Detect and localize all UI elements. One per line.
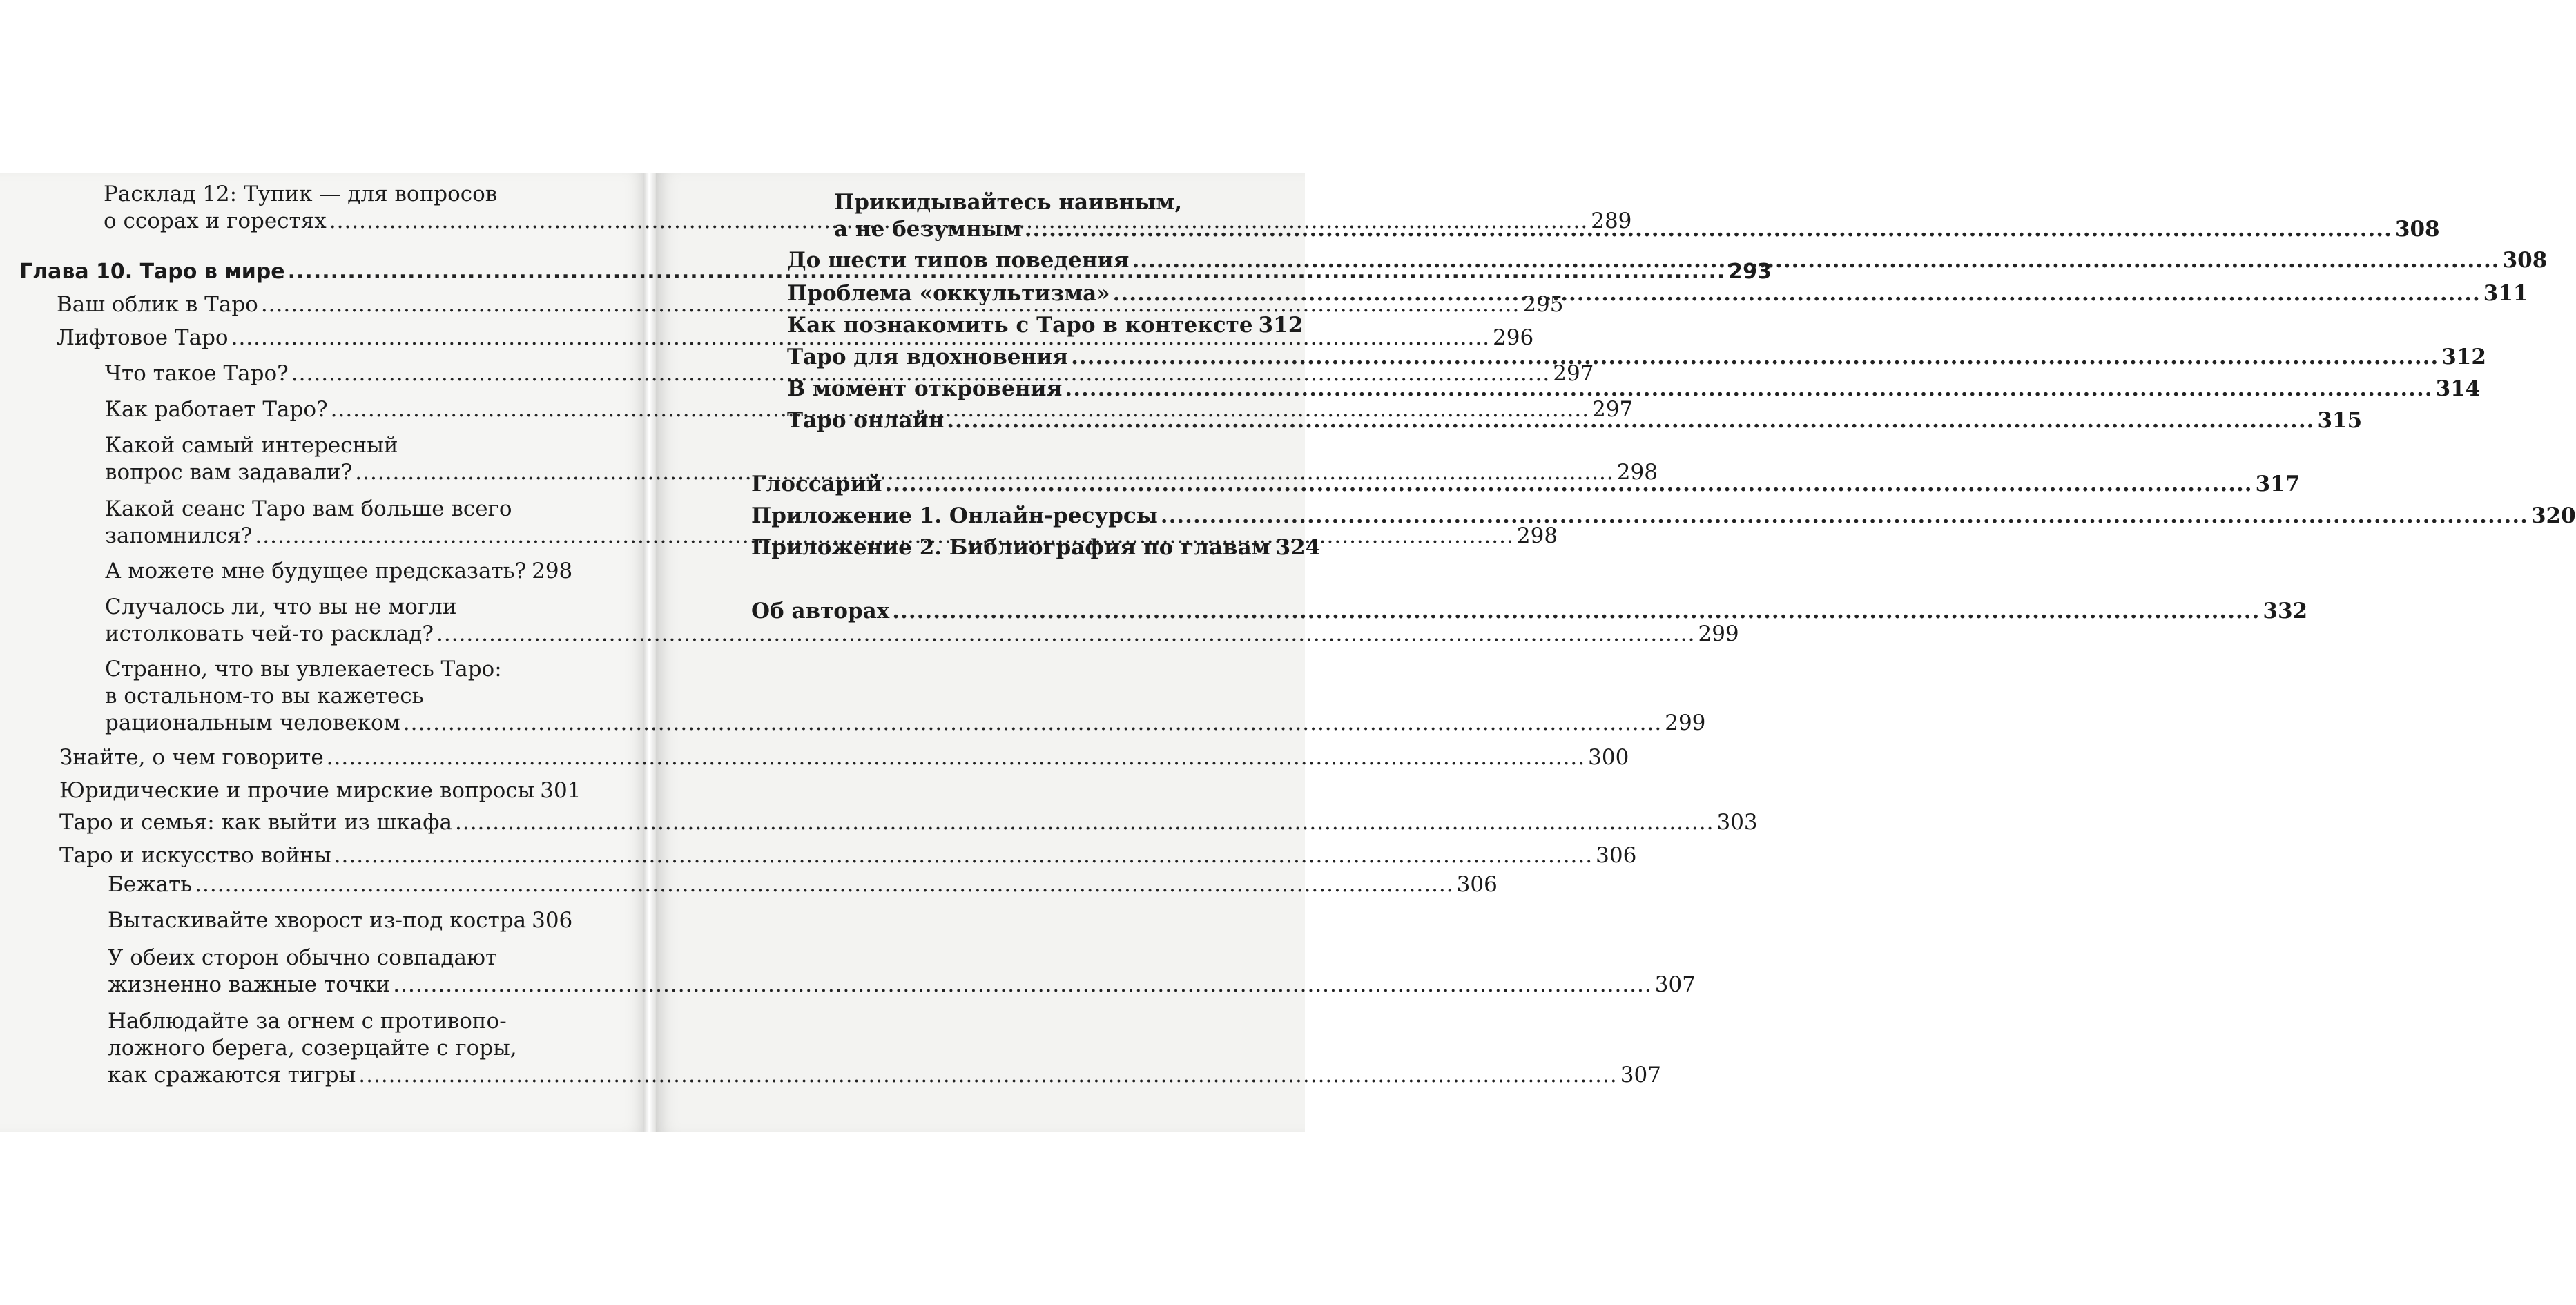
dot-leader <box>195 871 1453 898</box>
toc-entry <box>787 312 1304 339</box>
toc-entry <box>108 871 1498 898</box>
dot-leader <box>334 842 1593 869</box>
toc-entry <box>59 777 581 804</box>
page-number: 306 <box>1596 843 1637 868</box>
toc-entry <box>751 534 1321 561</box>
toc-entry <box>787 344 2486 371</box>
dot-leader <box>884 471 2252 498</box>
toc-entry-title-line: Лифтовое Таро <box>57 325 229 350</box>
toc-entry-title-line: истолковать чей-то расклад? <box>105 621 434 646</box>
page-number: 301 <box>540 778 581 803</box>
page-number: 311 <box>2483 281 2528 306</box>
toc-entry-title-line: рациональным человеком <box>105 710 400 735</box>
toc-entry <box>751 503 2576 530</box>
page-number: 317 <box>2255 472 2301 496</box>
dot-leader <box>1132 247 2499 274</box>
page-number: 295 <box>1522 292 1564 317</box>
toc-entry-title-line: ложного берега, созерцайте с горы, <box>108 1036 517 1061</box>
page-number: 315 <box>2317 408 2363 433</box>
toc-entry-title-line: Наблюдайте за огнем с противопо- <box>108 1009 507 1034</box>
toc-entry <box>59 744 1629 771</box>
toc-entry <box>105 656 1706 737</box>
toc-entry-title-line: Таро для вдохновения <box>787 345 1069 369</box>
dot-leader <box>393 972 1652 998</box>
toc-entry <box>59 842 1637 869</box>
toc-entry-title-line: Таро и семья: как выйти из шкафа <box>59 810 452 835</box>
page-number: 296 <box>1493 325 1534 350</box>
page-number: 299 <box>1665 710 1706 735</box>
dot-leader <box>1113 280 2481 307</box>
page-number: 332 <box>2263 599 2308 624</box>
toc-entry-title-line: Прикидывайтесь наивным, <box>834 190 1183 215</box>
toc-entry-title-line: Бежать <box>108 872 193 897</box>
toc-entry <box>59 809 1758 836</box>
toc-entry-title-line: жизненно важные точки <box>108 972 391 997</box>
page-number: 324 <box>1275 535 1321 560</box>
page-number: 299 <box>1698 621 1739 646</box>
toc-entry <box>751 598 2308 625</box>
dot-leader <box>358 1062 1617 1089</box>
page-number: 298 <box>1616 460 1658 485</box>
toc-entry-title-line: Какой сеанс Таро вам больше всего <box>105 496 512 521</box>
dot-leader <box>403 710 1662 737</box>
dot-leader <box>947 407 2314 434</box>
page-number: 293 <box>1728 260 1772 284</box>
dot-leader <box>1161 503 2528 530</box>
toc-entry-title-line: Таро и искусство войны <box>59 843 331 868</box>
page-number: 308 <box>2502 248 2548 273</box>
page-number: 298 <box>1516 523 1558 548</box>
toc-entry-title-line: Таро онлайн <box>787 408 945 433</box>
toc-entry-title-line: Ваш облик в Таро <box>57 292 258 317</box>
toc-entry-title-line: Вытаскивайте хворост из-под костра <box>108 908 527 933</box>
page-number: 298 <box>532 559 573 583</box>
toc-entry-title-line: а не безумным <box>834 217 1022 242</box>
toc-entry-title-line: Странно, что вы увлекаетесь Таро: <box>105 657 502 682</box>
toc-entry <box>105 558 573 585</box>
toc-entry-title-line: Расклад 12: Тупик — для вопросов <box>104 182 498 206</box>
toc-entry-title-line: в остальном-то вы кажетесь <box>105 684 424 708</box>
dot-leader <box>1071 344 2439 371</box>
toc-entry-title-line: Об авторах <box>751 599 890 624</box>
toc-entry-title-line: В момент откровения <box>787 376 1063 401</box>
toc-entry-title-line: До шести типов поведения <box>787 248 1130 273</box>
dot-leader <box>455 809 1714 836</box>
toc-entry-title-line: Юридические и прочие мирские вопросы <box>59 778 535 803</box>
page-number: 306 <box>532 908 573 933</box>
toc-entry-title-line: Что такое Таро? <box>105 361 289 386</box>
toc-entry-title-line: Приложение 1. Онлайн-ресурсы <box>751 503 1158 528</box>
toc-entry-title-line: Случалось ли, что вы не могли <box>105 594 457 619</box>
dot-leader <box>1025 216 2392 243</box>
toc-entry-title-line: У обеих сторон обычно совпадают <box>108 945 498 970</box>
dot-leader <box>892 598 2260 625</box>
toc-entry-title-line: Глоссарий <box>751 472 882 496</box>
toc-entry <box>105 360 1594 387</box>
toc-entry-title-line: о ссорах и горестях <box>104 209 327 233</box>
toc-entry-title-line: Приложение 2. Библиография по главам <box>751 535 1270 560</box>
page-number: 289 <box>1591 209 1632 233</box>
dot-leader <box>1065 376 2432 403</box>
page-number: 307 <box>1620 1063 1661 1088</box>
page-number: 308 <box>2394 217 2440 242</box>
toc-entry-title-line: Проблема «оккультизма» <box>787 281 1110 306</box>
toc-entry-title-line: Глава 10. Таро в мире <box>19 260 285 284</box>
page-number: 307 <box>1654 972 1696 997</box>
dot-leader <box>327 744 1585 771</box>
toc-entry-title-line: Знайте, о чем говорите <box>59 745 324 770</box>
toc-entry-title-line: Как познакомить с Таро в контексте <box>787 313 1253 338</box>
toc-entry-title-line: А можете мне будущее предсказать? <box>105 559 527 583</box>
page-number: 300 <box>1588 745 1629 770</box>
toc-entry <box>108 945 1696 998</box>
page-number: 312 <box>2441 345 2486 369</box>
page-number: 297 <box>1592 397 1634 422</box>
page-number: 320 <box>2530 503 2576 528</box>
toc-entry-title-line: запомнился? <box>105 523 253 548</box>
toc-entry-title-line: как сражаются тигры <box>108 1063 356 1088</box>
toc-entry-title-line: Какой самый интересный <box>105 433 398 458</box>
toc-entry <box>108 907 573 934</box>
page-number: 303 <box>1716 810 1758 835</box>
page-number: 297 <box>1553 361 1594 386</box>
toc-entry <box>787 376 2481 403</box>
page-number: 306 <box>1456 872 1498 897</box>
toc-entry-title-line: вопрос вам задавали? <box>105 460 353 485</box>
toc-entry-title-line: Как работает Таро? <box>105 397 328 422</box>
toc-entry <box>108 1008 1661 1089</box>
page-number: 312 <box>1258 313 1304 338</box>
page-number: 314 <box>2435 376 2481 401</box>
